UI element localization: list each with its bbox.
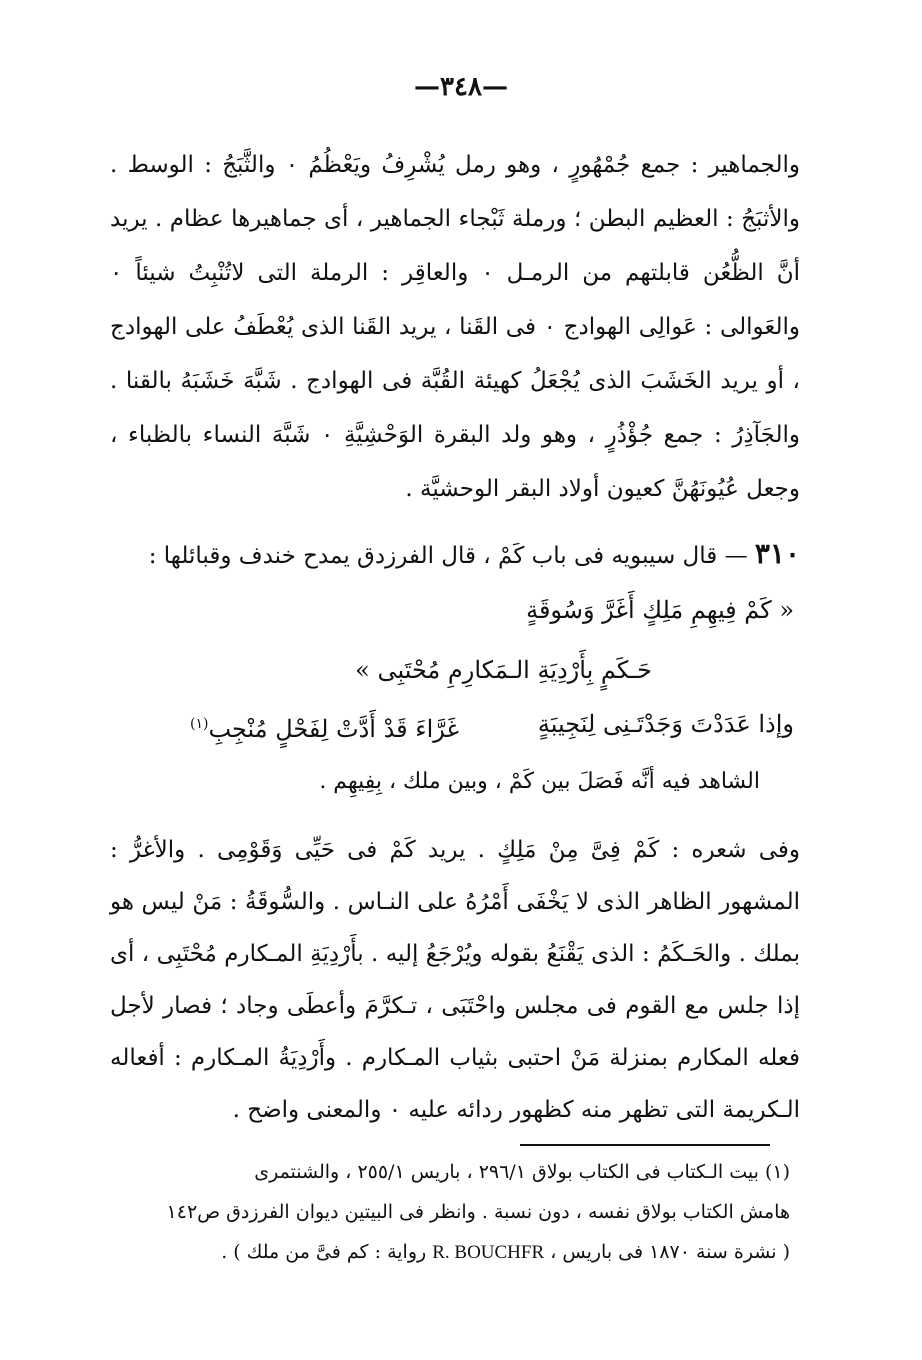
commentary-paragraph-1 [110, 138, 800, 516]
shahid-line: الشاهد فيه أنَّه فَصَلَ بين كَمْ ، وبين ملك ، بِفِيهِم . [319, 769, 760, 794]
entry-intro-text: قال سيبويه فى باب كَمْ ، قال الفرزدق يمدح خندف وقبائلها : [148, 543, 718, 569]
footnote-line-3 [120, 1232, 790, 1273]
entry-number: ٣١٠ [754, 537, 800, 570]
commentary-paragraph-2 [110, 824, 800, 1136]
footnote-line-1: (١) بيت الـكتاب فى الكتاب بولاق ٢٩٦/١ ، باريس ٢٥٥/١ ، والشنتمرى [254, 1161, 790, 1183]
verse-line-3-second-text: غَرَّاءَ قَدْ أَدَّتْ لِفَحْلٍ مُنْجِبِ [208, 715, 460, 743]
verse-line-2: حَـكَمٍ بِأَرْدِيَةِ الـمَكارِمِ مُحْتَبِى » [355, 656, 652, 684]
entry-dash: — [724, 543, 748, 569]
footnote-line-2: هامش الكتاب بولاق نفسه ، دون نسبة . وانظر فى البيتين ديوان الفرزدق ص١٤٢ [166, 1201, 790, 1223]
verse-line-3-second-hemistich [190, 704, 459, 749]
paragraph-2-text: وفى شعره : كَمْ فِىَّ مِنْ مَلِكٍ . يريد كَمْ فى حَيِّى وَقَوْمِى . والأغرُّ : المشهور الظاهر الذى لا يَخْفَى أَمْرُهُ على النـاس . والسُّوقَةُ : مَنْ ليس هو بملك . والحَـكَمُ : الذى يَقْنَعُ بقوله ويُرْجَعُ إليه . بأَرْدِيَةِ المـكارم مُحْتَبِى ، أى إذا جلس مع القوم فى مجلس واحْتَبَى ، تـكرَّمَ وأعطَى وجاد ؛ فصار لأجل فعله المكارم بمنزلة مَنْ احتبى بثياب المـكارم . وأَرْدِيَةُ المـكارم : أفعاله الـكريمة التى تظهر منه كظهور ردائه عليه ۰ والمعنى واضح . [110, 837, 800, 1123]
footnote-marker: (١) [190, 716, 209, 732]
paragraph-1-text: والجماهير : جمع جُمْهُورٍ ، وهو رمل يُشْرِفُ ويَعْظُمُ ۰ والثَّبَجُ : الوسط . والأثبَجُ : العظيم البطن ؛ ورملة ثَبْجاء الجماهير ، أى جماهيرها عظام . يريد أنَّ الظُّعُن قابلتهم من الرمـل ۰ والعاقِر : الرملة التى لاتُنْبِتُ شيئاً ۰ والعَوالى : عَوالِى الهوادج ۰ فى القَنا ، يريد القَنا الذى يُعْطَفُ على الهوادج ، أو يريد الخَشَبَ الذى يُجْعَلُ كهيئة القُبَّة فى الهوادج . شَبَّهَ خَشَبَهُ بالقنا . والجَآذِرُ : جمع جُؤْذُرٍ ، وهو ولد البقرة الوَحْشِيَّةِ ۰ شَبَّهَ النساء بالظباء ، وجعل عُيُونَهُنَّ كعيون أولاد البقر الوحشيَّة . [110, 152, 801, 502]
verse-line-3-first-hemistich: وإذا عَدَدْتَ وَجَدْتَـنِى لِنَجِيبَةٍ [537, 710, 794, 738]
entry-heading [110, 534, 800, 576]
footnote-divider [520, 1144, 770, 1146]
verse-line-1: « كَمْ فِيهِمِ مَلِكٍ أَغَرَّ وَسُوقَةٍ [526, 596, 794, 624]
footnote-block [120, 1152, 790, 1273]
page-number: —٣٤٨— [414, 72, 508, 102]
footnote-editor-name: R. BOUCHFR [432, 1242, 545, 1263]
footnote-line-3-end: رواية : كم فىَّ من ملك ) . [221, 1241, 427, 1263]
footnote-line-3-start: ( نشرة سنة ١٨٧٠ فى باريس ، [550, 1241, 790, 1263]
